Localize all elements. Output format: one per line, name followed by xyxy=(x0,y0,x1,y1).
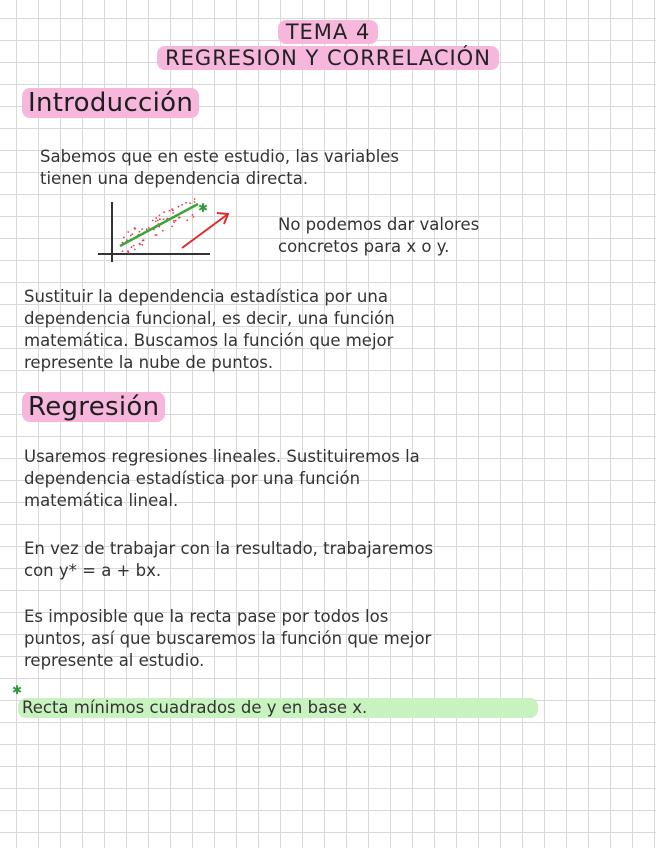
heading-introduccion xyxy=(22,88,199,118)
star-icon: ✱ xyxy=(12,683,23,697)
title-line-2 xyxy=(0,46,656,70)
scatter-dot xyxy=(172,209,174,211)
text-line: represente la nube de puntos. xyxy=(24,353,274,372)
scatter-dot xyxy=(175,220,177,222)
scatter-dot xyxy=(163,218,165,220)
scatter-dot xyxy=(194,198,196,200)
text-line: Recta mínimos cuadrados de y en base x. xyxy=(22,698,368,717)
scatter-dot xyxy=(134,249,136,251)
intro-paragraph-2 xyxy=(24,286,395,374)
scatter-dot xyxy=(134,227,136,229)
text-line: tienen una dependencia directa. xyxy=(40,169,309,188)
heading-regresion xyxy=(22,392,165,422)
scatter-dot xyxy=(128,252,130,254)
title-text-2: REGRESION Y CORRELACIÓN xyxy=(157,46,499,70)
fit-line xyxy=(120,204,198,246)
scatter-dot xyxy=(131,233,133,235)
title-line-1 xyxy=(0,20,656,44)
scatter-sketch xyxy=(90,196,250,272)
scatter-dot xyxy=(185,202,187,204)
scatter-dot xyxy=(127,231,129,233)
text-line: Usaremos regresiones lineales. Sustituiremos la xyxy=(24,447,420,466)
text-line: Sustituir la dependencia estadística por una xyxy=(24,287,388,306)
text-line: represente al estudio. xyxy=(24,651,205,670)
arrow xyxy=(182,213,228,248)
scatter-dot xyxy=(156,234,158,236)
scatter-dot xyxy=(169,210,171,212)
scatter-dot xyxy=(162,230,164,232)
scatter-dot xyxy=(157,220,159,222)
scatter-dot xyxy=(148,227,150,229)
regresion-paragraph-3 xyxy=(24,606,431,672)
scatter-dot xyxy=(122,250,124,252)
scatter-dot xyxy=(178,217,180,219)
scatter-dot xyxy=(133,245,135,247)
scatter-dot xyxy=(173,222,175,224)
regresion-paragraph-2 xyxy=(24,538,433,582)
scatter-dot xyxy=(139,231,141,233)
scatter-dot xyxy=(189,202,191,204)
scatter-dot xyxy=(181,204,183,206)
scatter-dot xyxy=(141,244,143,246)
arrow-shaft xyxy=(182,214,228,248)
title-text-1: TEMA 4 xyxy=(278,20,379,44)
scatter-dot xyxy=(173,220,175,222)
scatter-dot xyxy=(141,228,143,230)
scatter-dot xyxy=(159,218,161,220)
scatter-dot xyxy=(192,214,194,216)
scatter-dot xyxy=(123,237,125,239)
scatter-dot xyxy=(131,246,133,248)
heading-regresion-text: Regresión xyxy=(22,392,165,422)
text-line: En vez de trabajar con la resultado, trabajaremos xyxy=(24,539,434,558)
text-line: Sabemos que en este estudio, las variables xyxy=(40,147,400,166)
scatter-dot xyxy=(159,215,161,217)
axes xyxy=(98,202,210,262)
scatter-dot xyxy=(178,206,180,208)
scatter-dot xyxy=(194,201,196,203)
text-line: matemática. Buscamos la función que mejor xyxy=(24,331,394,350)
scatter-dot xyxy=(186,219,188,221)
scatter-dot xyxy=(171,226,173,228)
text-line: concretos para x o y. xyxy=(278,237,450,256)
scatter-dot xyxy=(155,217,157,219)
text-line: matemática lineal. xyxy=(24,491,179,510)
heading-introduccion-text: Introducción xyxy=(22,88,199,118)
text-line: dependencia estadística por una función xyxy=(24,469,361,488)
regresion-paragraph-1 xyxy=(24,446,420,512)
scatter-dot xyxy=(152,220,154,222)
scatter-dot xyxy=(139,243,141,245)
scatter-dot xyxy=(155,221,157,223)
text-line: No podemos dar valores xyxy=(278,215,480,234)
text-line: dependencia funcional, es decir, una función xyxy=(24,309,395,328)
scatter-dot xyxy=(163,211,165,213)
intro-paragraph-1 xyxy=(40,146,399,190)
star-icon: ✱ xyxy=(198,201,209,215)
scatter-dot xyxy=(142,240,144,242)
text-line: con y* = a + bx. xyxy=(24,561,162,580)
scatter-dot xyxy=(193,216,195,218)
scatter-dot xyxy=(172,212,174,214)
intro-note xyxy=(278,214,479,258)
scatter-dot xyxy=(130,235,132,237)
text-line: Es imposible que la recta pase por todos los xyxy=(24,607,389,626)
regresion-highlight xyxy=(22,697,367,719)
text-line: puntos, así que buscaremos la función que mejor xyxy=(24,629,432,648)
